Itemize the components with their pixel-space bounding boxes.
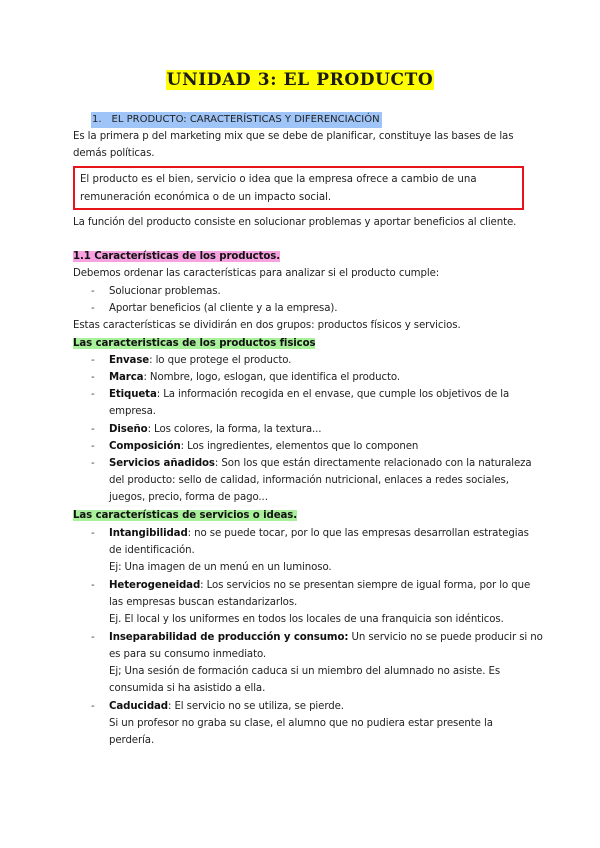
list-item-etiqueta (109, 386, 509, 403)
section-1-number: 1. (92, 114, 102, 125)
definition-line-1: El producto es el bien, servicio o idea que la empresa ofrece a cambio de una (80, 174, 477, 185)
section-1-1-heading: 1.1 Características de los productos. (73, 251, 280, 262)
definition: : La información recogida en el envase, que cumple los objetivos de la (156, 389, 510, 400)
term: Etiqueta (109, 389, 157, 400)
intro-line-2: demás políticas. (73, 148, 155, 159)
definition: : lo que protege el producto. (149, 355, 292, 366)
services-heading-wrap (73, 507, 297, 524)
term: Inseparabilidad de producción y consumo: (109, 632, 349, 643)
term: Caducidad (109, 701, 168, 712)
bullet-dash: - (91, 389, 95, 400)
groups-text: Estas características se dividirán en dos grupos: productos físicos y servicios. (73, 320, 461, 331)
list-item-intangibilidad (109, 525, 529, 542)
definition: : Los ingredientes, elementos que lo componen (180, 441, 419, 452)
section-1-heading (91, 112, 382, 128)
term: Heterogeneidad (109, 580, 201, 591)
bullet-dash: - (91, 441, 95, 452)
continuation-line: empresa. (109, 406, 156, 417)
list-item: Aportar beneficios (al cliente y a la empresa). (109, 303, 338, 314)
bullet-dash: - (91, 701, 95, 712)
term: Diseño (109, 424, 148, 435)
continuation-line: del producto: sello de calidad, información nutricional, enlaces a redes sociales, (109, 475, 509, 486)
intro-line-1: Es la primera p del marketing mix que se debe de planificar, constituye las bases de las (73, 131, 514, 142)
title-container (0, 70, 600, 90)
definition: : Los servicios no se presentan siempre de igual forma, por lo que (200, 580, 531, 591)
term: Marca (109, 372, 144, 383)
term: Composición (109, 441, 181, 452)
continuation-line: es para su consumo inmediato. (109, 649, 267, 660)
list-item-marca (109, 369, 400, 386)
definition: Un servicio no se puede producir si no (348, 632, 543, 643)
bullet-dash: - (91, 632, 95, 643)
section-1-heading-text: EL PRODUCTO: CARACTERÍSTICAS Y DIFERENCIACIÓN (111, 114, 380, 125)
services-heading: Las características de servicios o ideas. (73, 510, 298, 521)
continuation-line: consumida si ha asistido a ella. (109, 683, 266, 694)
list-item-inseparabilidad (109, 629, 543, 646)
bullet-dash: - (91, 458, 95, 469)
page-title: UNIDAD 3: EL PRODUCTO (166, 70, 434, 90)
list-item: Solucionar problemas. (109, 286, 221, 297)
bullet-dash: - (91, 286, 95, 297)
example-line: Ej; Una sesión de formación caduca si un miembro del alumnado no asiste. Es (109, 666, 501, 677)
example-line: Ej: Una imagen de un menú en un luminoso. (109, 562, 332, 573)
continuation-line: juegos, precio, forma de pago... (109, 492, 268, 503)
section-1-1-heading-wrap (73, 248, 280, 265)
list-item-composicion (109, 438, 418, 455)
bullet-dash: - (91, 355, 95, 366)
definition: : Son los que están directamente relacionado con la naturaleza (214, 458, 532, 469)
bullet-dash: - (91, 528, 95, 539)
list-item-heterogeneidad (109, 577, 530, 594)
example-line: Si un profesor no graba su clase, el alumno que no pudiera estar presente la (109, 718, 493, 729)
list-item-servicios-anadidos (109, 455, 532, 472)
term: Intangibilidad (109, 528, 188, 539)
definition-line-2: remuneración económica o de un impacto social. (80, 192, 332, 203)
list-item-envase (109, 352, 291, 369)
term: Envase (109, 355, 150, 366)
list-item-caducidad (109, 698, 344, 715)
definition-box (73, 166, 524, 210)
term: Servicios añadidos (109, 458, 215, 469)
bullet-dash: - (91, 424, 95, 435)
example-line: Ej. El local y los uniformes en todos los locales de una franquicia son idénticos. (109, 614, 504, 625)
list-item-diseno (109, 421, 321, 438)
continuation-line: perdería. (109, 735, 155, 746)
bullet-dash: - (91, 580, 95, 591)
bullet-dash: - (91, 372, 95, 383)
physical-products-heading: Las caracteristicas de los productos fisicos (73, 338, 316, 349)
continuation-line: de identificación. (109, 545, 195, 556)
definition: : no se puede tocar, por lo que las empresas desarrollan estrategias (187, 528, 529, 539)
bullet-dash: - (91, 303, 95, 314)
function-text: La función del producto consiste en solucionar problemas y aportar beneficios al cliente. (73, 217, 517, 228)
continuation-line: las empresas buscan estandarizarlos. (109, 597, 298, 608)
definition: : Los colores, la forma, la textura... (147, 424, 322, 435)
definition: : El servicio no se utiliza, se pierde. (168, 701, 344, 712)
section-1-1-intro: Debemos ordenar las características para analizar si el producto cumple: (73, 268, 440, 279)
physical-heading-wrap (73, 335, 315, 352)
definition: : Nombre, logo, eslogan, que identifica el producto. (143, 372, 400, 383)
